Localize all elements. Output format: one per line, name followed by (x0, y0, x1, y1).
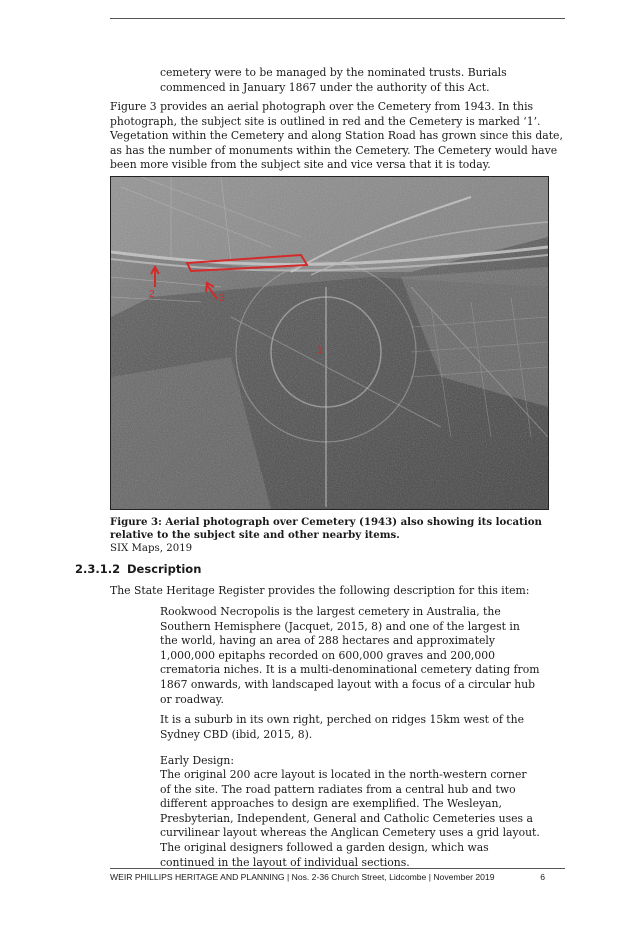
quote-paragraph-3-heading: Early Design: (160, 754, 235, 767)
figure-intro-paragraph: Figure 3 provides an aerial photograph over the Cemetery from 1943. In this photograph, the subject site is outlined in red and the Cemetery is marked ‘1’. Vegetation within the Cemetery and along Station Road has grown since this date, as has the number of monuments within the Cemetery. The Cemetery would have been more visible from the subject site and vice versa that it is today. (110, 100, 563, 172)
page-number: 6 (540, 872, 545, 882)
shr-intro-paragraph: The State Heritage Register provides the following description for this item: (110, 584, 530, 597)
intro-quote (160, 66, 540, 95)
figure-caption: Figure 3: Aerial photograph over Cemetery (1943) also showing its location relative to the subject site and other nearby items. (110, 516, 542, 541)
quote-paragraph-3: The original 200 acre layout is located in the north-western corner of the site. The road pattern radiates from a central hub and two different approaches to design are exemplified. The Wesleyan, Presbyterian, Independent, General and Catholic Cemeteries uses a curvilinear layout whereas the Anglican Cemetery uses a grid layout. The original designers followed a garden design, which was continued in the layout of individual sections. (160, 768, 540, 869)
svg-text:2: 2 (149, 289, 155, 300)
quote-paragraph-1: Rookwood Necropolis is the largest cemetery in Australia, the Southern Hemisphere (Jacquet, 2015, 8) and one of the largest in the world, having an area of 288 hectares and approximately 1,000,000 epitaphs recorded on 600,000 graves and 200,000 crematoria niches. It is a multi-denominational cemetery dating from 1867 onwards, with landscaped layout with a focus of a circular hub or roadway. (160, 605, 540, 706)
footer-rule (110, 868, 565, 869)
section-heading (75, 562, 201, 576)
section-title: Description (127, 562, 202, 576)
intro-quote-line-1: cemetery were to be managed by the nominated trusts. Burials (160, 66, 507, 79)
section-number: 2.3.1.2 (75, 562, 121, 576)
svg-text:1: 1 (317, 345, 323, 356)
aerial-photograph (110, 176, 549, 510)
intro-quote-line-2: commenced in January 1867 under the authority of this Act. (160, 80, 490, 94)
svg-text:3: 3 (219, 293, 225, 304)
figure-source: SIX Maps, 2019 (110, 543, 193, 554)
quote-paragraph-2: It is a suburb in its own right, perched on ridges 15km west of the Sydney CBD (ibid, 2015, 8). (160, 713, 524, 741)
aerial-photo-image (111, 177, 548, 509)
footer-text: WEIR PHILLIPS HERITAGE AND PLANNING | Nos. 2-36 Church Street, Lidcombe | November 2019 (110, 872, 495, 882)
marker-1 (317, 345, 323, 356)
header-rule (110, 18, 565, 19)
page-footer (110, 872, 565, 883)
